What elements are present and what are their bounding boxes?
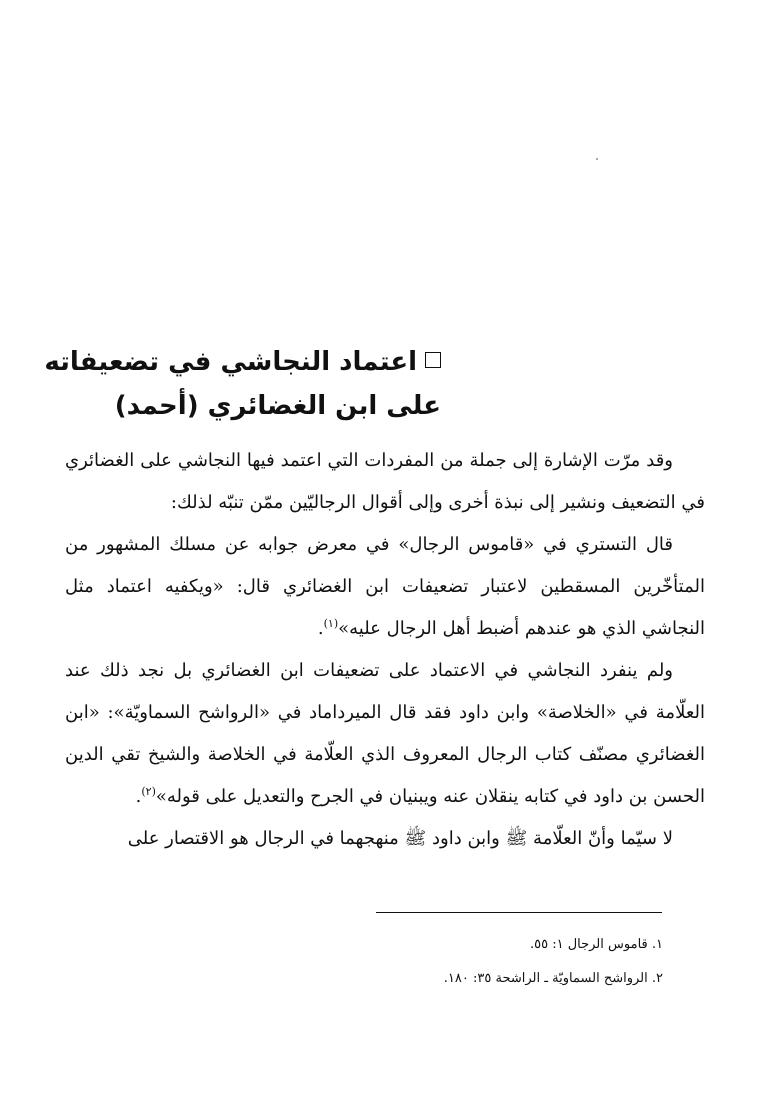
paragraph — [65, 440, 705, 524]
footnotes — [103, 928, 663, 996]
paragraph — [65, 650, 705, 818]
section-heading — [44, 340, 441, 428]
paragraph — [65, 818, 705, 860]
heading-line-1-text: اعتماد النجاشي في تضعيفاته — [44, 347, 417, 377]
heading-line-2: على ابن الغضائري (أحمد) — [114, 391, 441, 421]
footnote-item: ٢. الرواشح السماويّة ـ الراشحة ٣٥: ١٨٠. — [443, 971, 663, 986]
body-text — [65, 440, 705, 860]
heading-line-1 — [44, 340, 441, 384]
paragraph-text: ولم ينفرد النجاشي في الاعتماد على تضعيفات ابن الغضائري بل نجد ذلك عند العلّامة في «الخلاصة» وابن داود فقد قال الميرداماد في «الرواشح السماويّة»: «ابن الغضائري مصنّف كتاب الرجال المعروف الذي العلّامة في الخلاصة والشيخ تقي الدين الحسن بن داود في كتابه ينقلان عنه ويبنيان في الجرح والتعديل على قوله» — [65, 660, 705, 807]
paragraph-end: . — [317, 618, 324, 639]
footnote-divider — [376, 912, 662, 913]
paragraph-text: وقد مرّت الإشارة إلى جملة من المفردات التي اعتمد فيها النجاشي على الغضائري في التضعيف ونشير إلى نبذة أخرى وإلى أقوال الرجاليّين ممّن تنبّه لذلك: — [65, 450, 705, 513]
footnote-ref[interactable]: (١) — [323, 617, 339, 630]
paragraph-text: قال التستري في «قاموس الرجال» في معرض جوابه عن مسلك المشهور من المتأخّرين المسقطين لاعتبار تضعيفات ابن الغضائري قال: «ويكفيه اعتماد مثل النجاشي الذي هو عندهم أضبط أهل الرجال عليه» — [65, 534, 705, 639]
paragraph-text: لا سيّما وأنّ العلّامة ﷺ وابن داود ﷺ منهجهما في الرجال هو الاقتصار على — [127, 828, 673, 849]
footnote-ref[interactable]: (٢) — [141, 785, 156, 798]
paragraph — [65, 524, 705, 650]
paragraph-end: . — [135, 786, 142, 807]
square-bullet-icon — [425, 352, 441, 368]
scan-speck — [596, 158, 598, 160]
footnote-item: ١. قاموس الرجال ١: ٥٥. — [529, 937, 663, 952]
